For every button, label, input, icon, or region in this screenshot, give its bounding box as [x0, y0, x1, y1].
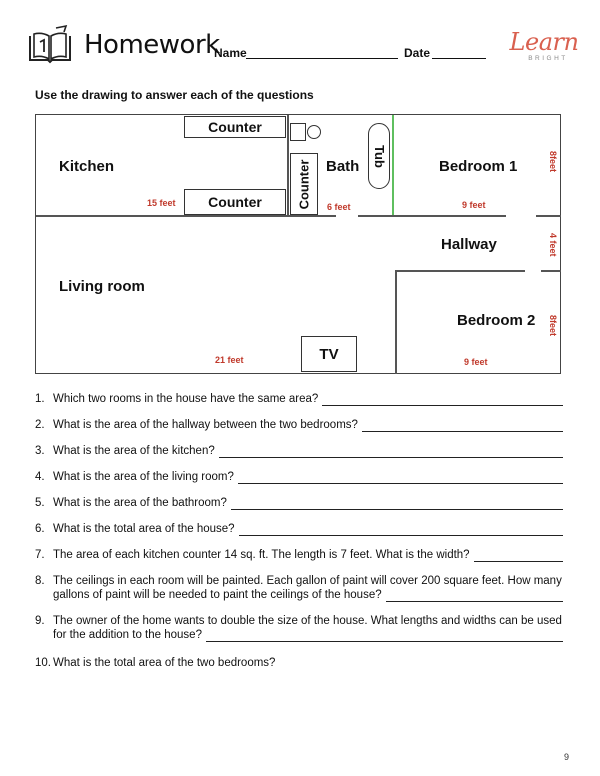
- question-3: [35, 444, 563, 458]
- wall-bath-bedroom1: [392, 115, 394, 215]
- date-label: Date: [404, 46, 431, 60]
- counter-top: Counter: [184, 116, 286, 138]
- question-number: 3.: [35, 445, 45, 457]
- book-icon: [26, 24, 74, 64]
- room-bedroom2: Bedroom 2: [457, 312, 536, 329]
- toilet-bowl-icon: [307, 125, 321, 139]
- answer-line[interactable]: [386, 591, 563, 602]
- date-field[interactable]: [432, 58, 486, 59]
- question-10: [35, 656, 563, 670]
- room-kitchen: Kitchen: [59, 158, 115, 175]
- dim-hallway-height: 4 feet: [548, 233, 558, 257]
- question-number: 5.: [35, 497, 45, 509]
- bathtub: [368, 123, 390, 189]
- question-1: [35, 392, 563, 406]
- question-6: [35, 522, 563, 536]
- dim-bedroom2-height: 8feet: [548, 315, 558, 337]
- answer-line[interactable]: [219, 447, 563, 458]
- question-number: 6.: [35, 523, 45, 535]
- answer-line[interactable]: [474, 551, 563, 562]
- question-number: 10.: [35, 657, 51, 669]
- question-number: 4.: [35, 471, 45, 483]
- toilet-tank-icon: [290, 123, 306, 141]
- room-hallway: Hallway: [441, 236, 497, 253]
- logo-subtext: BRIGHT: [528, 55, 568, 62]
- question-number: 9.: [35, 615, 45, 627]
- dim-bedroom2-width: 9 feet: [464, 357, 488, 367]
- dim-bedroom1-height: 8feet: [548, 151, 558, 173]
- page-number: 9: [564, 752, 570, 762]
- answer-line[interactable]: [362, 421, 563, 432]
- question-text: What is the area of the living room?: [53, 471, 234, 483]
- question-number: 8.: [35, 575, 45, 587]
- counter-vertical: [290, 153, 318, 215]
- question-8: [35, 574, 563, 602]
- wall-hallway-bedroom2-right: [541, 270, 561, 272]
- counter-vertical-label: Counter: [296, 159, 312, 209]
- question-5: [35, 496, 563, 510]
- question-text: Which two rooms in the house have the same area?: [53, 393, 319, 405]
- tub-label: Tub: [371, 144, 387, 168]
- question-text: What is the area of the hallway between the two bedrooms?: [53, 419, 358, 431]
- question-text: What is the total area of the two bedrooms?: [53, 657, 276, 669]
- dim-kitchen-width: 15 feet: [147, 198, 176, 208]
- wall-living-bedroom2: [395, 270, 397, 374]
- answer-line[interactable]: [206, 631, 563, 642]
- question-text: The ceilings in each room will be painted. Each gallon of paint will cover 200 square feet. How many: [53, 575, 562, 587]
- question-number: 2.: [35, 419, 45, 431]
- instructions: Use the drawing to answer each of the questions: [35, 88, 314, 102]
- question-text: The owner of the home wants to double the size of the house. What lengths and widths can be used: [53, 615, 562, 627]
- name-label: Name: [214, 46, 247, 60]
- logo-text: Learn: [509, 28, 579, 56]
- page-title: Homework: [84, 30, 220, 60]
- question-number: 1.: [35, 393, 45, 405]
- tv: TV: [301, 336, 357, 372]
- room-bedroom1: Bedroom 1: [439, 158, 518, 175]
- question-text-continued: for the addition to the house?: [53, 629, 202, 641]
- question-number: 7.: [35, 549, 45, 561]
- dim-living-width: 21 feet: [215, 355, 244, 365]
- question-text-continued: gallons of paint will be needed to paint the ceilings of the house?: [53, 589, 382, 601]
- answer-line[interactable]: [239, 525, 563, 536]
- answer-line[interactable]: [231, 499, 563, 510]
- question-text: What is the area of the bathroom?: [53, 497, 227, 509]
- dim-bedroom1-width: 9 feet: [462, 200, 486, 210]
- wall-bedroom1-hallway-right: [536, 215, 561, 217]
- question-text: What is the area of the kitchen?: [53, 445, 215, 457]
- floor-plan: [35, 114, 561, 374]
- wall-hallway-bedroom2: [395, 270, 525, 272]
- question-2: [35, 418, 563, 432]
- room-bath: Bath: [326, 158, 360, 175]
- wall-bedroom1-hallway: [358, 215, 506, 217]
- question-text: What is the total area of the house?: [53, 523, 235, 535]
- question-4: [35, 470, 563, 484]
- learn-bright-logo: [508, 30, 580, 62]
- question-text: The area of each kitchen counter 14 sq. ft. The length is 7 feet. What is the width?: [53, 549, 470, 561]
- answer-line[interactable]: [322, 395, 563, 406]
- name-field[interactable]: [246, 58, 398, 59]
- dim-bath-width: 6 feet: [327, 202, 351, 212]
- wall-kitchen-living: [36, 215, 336, 217]
- question-7: [35, 548, 563, 562]
- wall-kitchen-bath: [287, 115, 289, 216]
- room-living: Living room: [59, 278, 145, 295]
- answer-line[interactable]: [238, 473, 563, 484]
- counter-bottom: Counter: [184, 189, 286, 215]
- question-9: [35, 614, 563, 642]
